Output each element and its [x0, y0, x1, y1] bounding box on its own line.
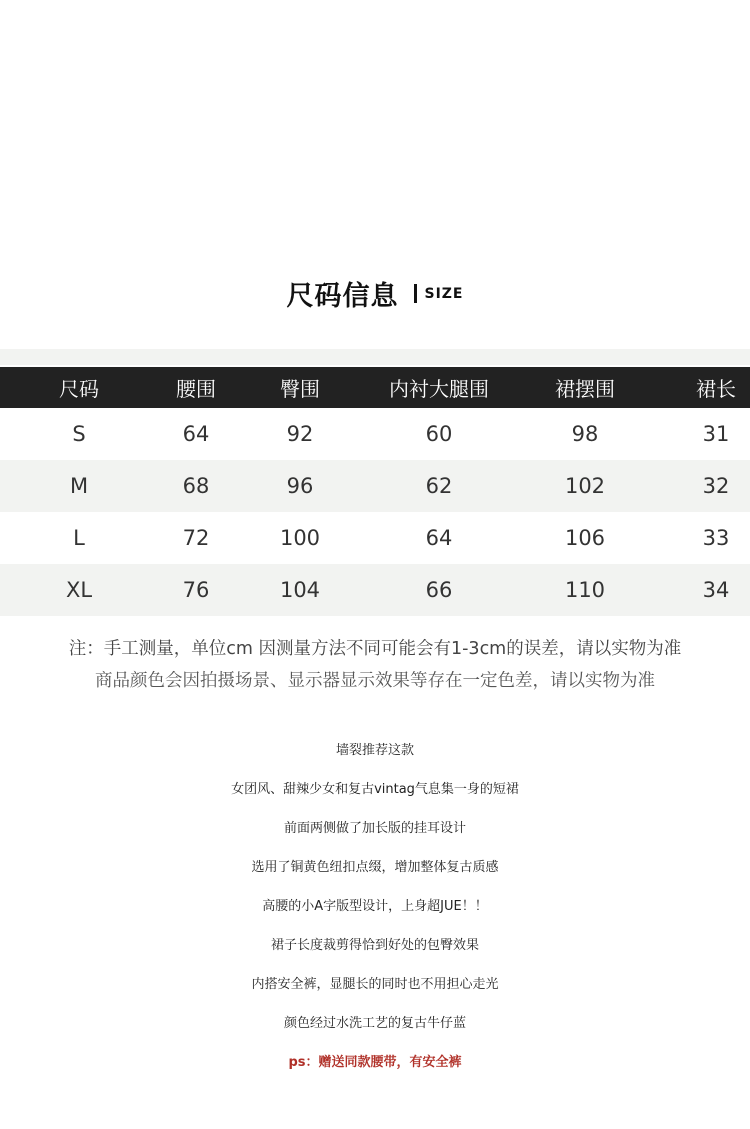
cell-waist: 68: [182, 474, 210, 498]
description-line: 内搭安全裤，显腿长的同时也不用担心走光: [251, 977, 499, 992]
table-row: [0, 460, 750, 512]
cell-size: XL: [65, 578, 93, 602]
ps-gift-note: ps：赠送同款腰带，有安全裤: [288, 1055, 462, 1070]
header-length: 裙长: [696, 377, 736, 401]
title-divider: [414, 284, 417, 303]
cell-thigh: 66: [425, 578, 453, 602]
cell-hip: 96: [286, 474, 314, 498]
cell-size: S: [72, 422, 86, 446]
table-row: [0, 512, 750, 564]
header-thigh: 内衬大腿围: [389, 377, 489, 401]
cell-hip: 100: [279, 526, 321, 550]
product-description: [0, 738, 750, 1089]
cell-waist: 72: [182, 526, 210, 550]
description-line: 女团风、甜辣少女和复古vintag气息集一身的短裙: [231, 782, 519, 797]
header-size: 尺码: [59, 377, 99, 401]
note-measurement: 注：手工测量，单位cm 因测量方法不同可能会有1-3cm的误差，请以实物为准: [68, 639, 682, 659]
cell-thigh: 60: [425, 422, 453, 446]
description-line: 裙子长度裁剪得恰到好处的包臀效果: [270, 938, 479, 953]
cell-waist: 76: [182, 578, 210, 602]
cell-waist: 64: [182, 422, 210, 446]
cell-hem: 98: [571, 422, 599, 446]
header-hem: 裙摆围: [555, 377, 615, 401]
table-row: [0, 564, 750, 616]
description-line: 前面两侧做了加长版的挂耳设计: [283, 821, 466, 836]
cell-thigh: 62: [425, 474, 453, 498]
cell-hem: 110: [564, 578, 606, 602]
table-top-band: [0, 349, 750, 365]
measurement-notes: [0, 634, 750, 696]
table-row: [0, 408, 750, 460]
cell-size: M: [69, 474, 89, 498]
cell-length: 31: [702, 422, 730, 446]
cell-thigh: 64: [425, 526, 453, 550]
size-table: [0, 367, 750, 616]
cell-hem: 102: [564, 474, 606, 498]
cell-length: 32: [702, 474, 730, 498]
cell-size: L: [73, 526, 85, 550]
cell-hem: 106: [564, 526, 606, 550]
description-line: 高腰的小A字版型设计，上身超JUE！！: [262, 899, 488, 914]
header-hip: 臀围: [280, 377, 320, 401]
table-header-row: [0, 367, 750, 408]
cell-length: 34: [702, 578, 730, 602]
description-line: 颜色经过水洗工艺的复古牛仔蓝: [283, 1016, 466, 1031]
cell-length: 33: [702, 526, 730, 550]
description-line: 墙裂推荐这款: [335, 743, 414, 758]
title-main: 尺码信息: [286, 281, 399, 312]
description-line: 选用了铜黄色纽扣点缀，增加整体复古质感: [251, 860, 499, 875]
cell-hip: 92: [286, 422, 314, 446]
note-color: 商品颜色会因拍摄场景、显示器显示效果等存在一定色差，请以实物为准: [95, 671, 655, 691]
title-sub: SIZE: [424, 285, 464, 302]
cell-hip: 104: [279, 578, 321, 602]
header-waist: 腰围: [176, 377, 216, 401]
section-title: [0, 274, 750, 313]
